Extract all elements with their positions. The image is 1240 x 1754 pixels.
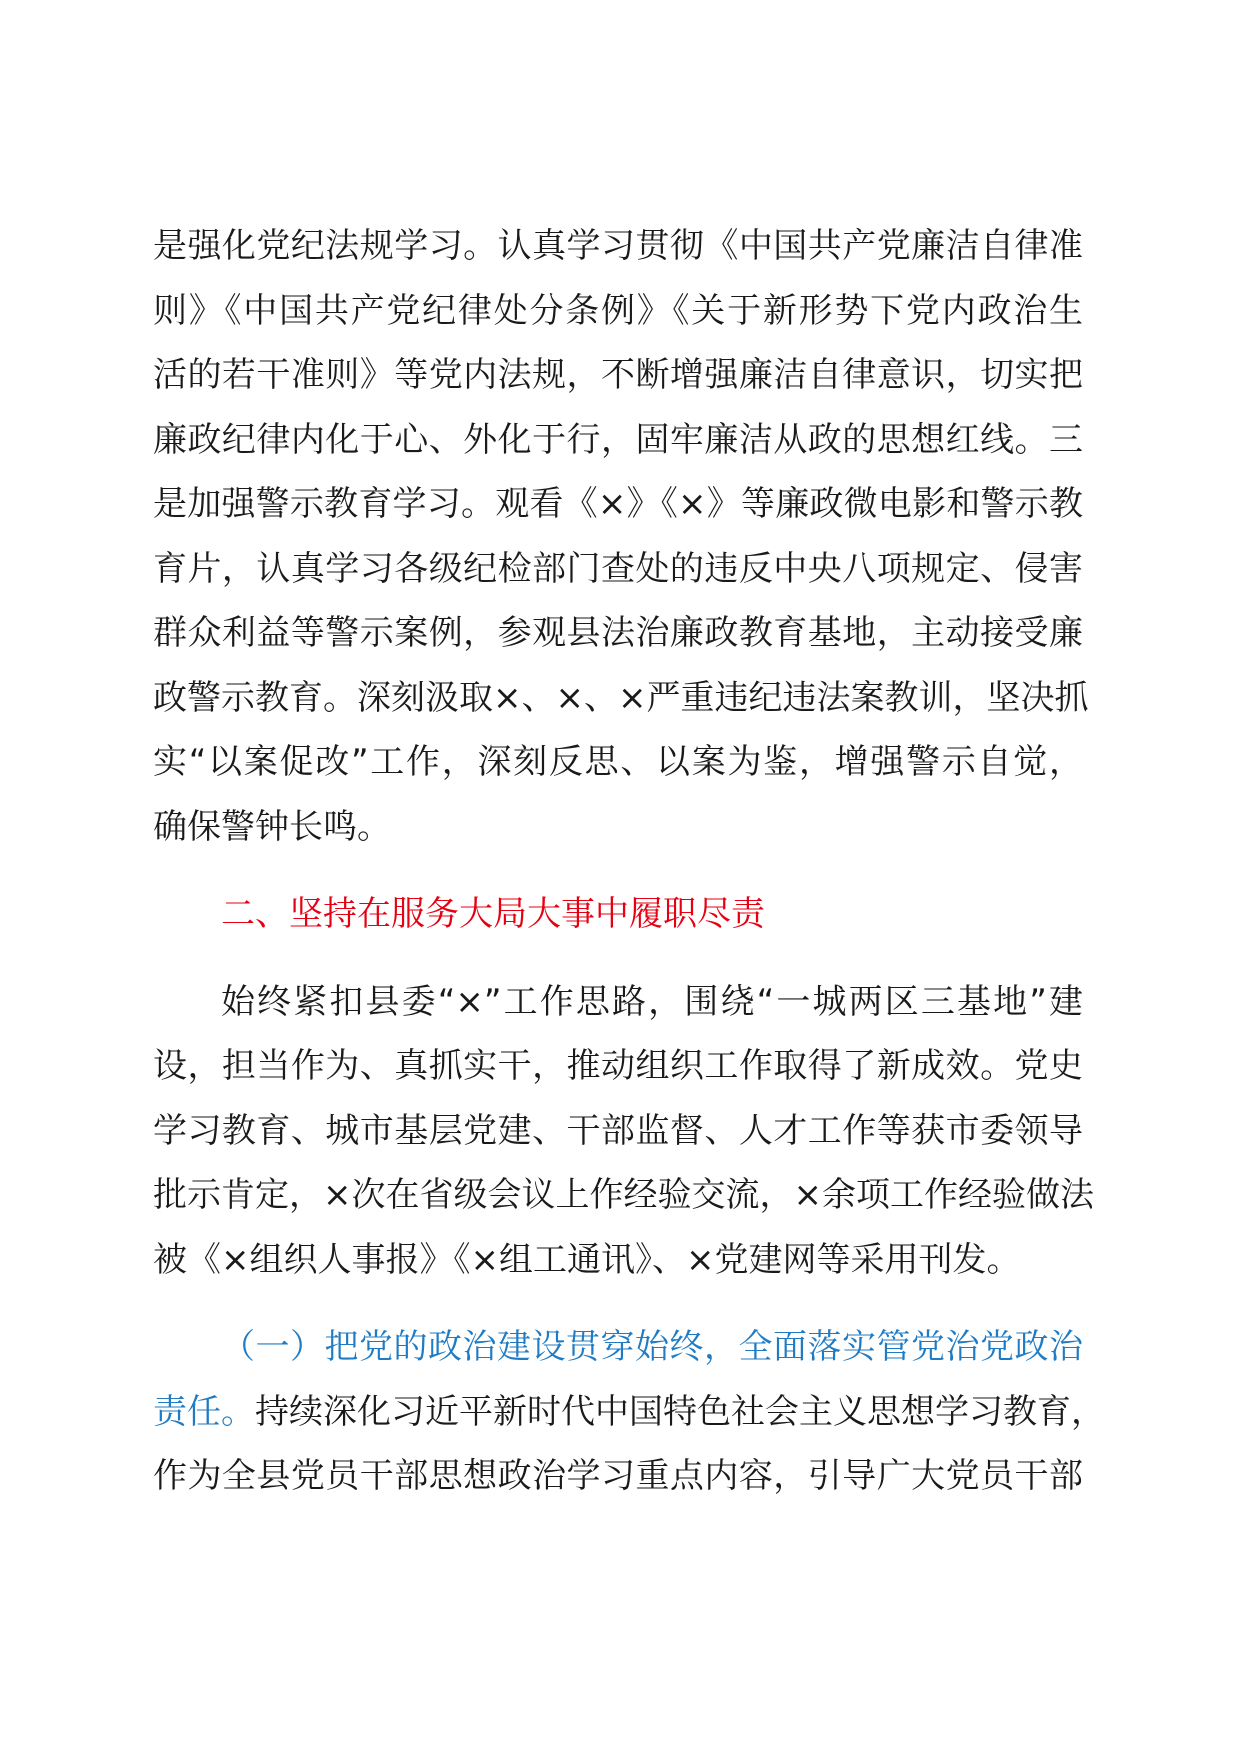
text-line: 确保警钟长鸣。 xyxy=(153,806,391,847)
text-line: 是加强警示教育学习。观看《×》《×》等廉政微电影和警示教 xyxy=(153,484,1083,524)
subheading-tail: 责任。 xyxy=(153,1391,255,1432)
paragraph-political-building xyxy=(153,1315,1103,1509)
subheading-line: （一）把党的政治建设贯穿始终，全面落实管党治党政治 xyxy=(221,1327,1083,1367)
document-body xyxy=(153,214,1103,1509)
paragraph-service-overview xyxy=(153,970,1103,1293)
text-line: 政警示教育。深刻汲取×、×、×严重违纪违法案教训，坚决抓 xyxy=(153,677,1089,718)
text-line: 被《×组织人事报》《×组工通讯》、×党建网等采用刊发。 xyxy=(153,1239,1021,1280)
text-line: 育片，认真学习各级纪检部门查处的违反中央八项规定、侵害 xyxy=(153,548,1083,589)
text-line: 则》《中国共产党纪律处分条例》《关于新形势下党内政治生 xyxy=(153,290,1083,331)
text-line xyxy=(153,1380,1103,1445)
text-line: 实“以案促改”工作，深刻反思、以案为鉴，增强警示自觉， xyxy=(153,742,1083,782)
text-line: 始终紧扣县委“×”工作思路，围绕“一城两区三基地”建 xyxy=(221,981,1083,1022)
text-line: 是强化党纪法规学习。认真学习贯彻《中国共产党廉洁自律准 xyxy=(153,226,1083,266)
text-line: 群众利益等警示案例，参观县法治廉政教育基地，主动接受廉 xyxy=(153,613,1083,653)
text-line: 活的若干准则》等党内法规，不断增强廉洁自律意识，切实把 xyxy=(153,355,1083,395)
paragraph-discipline-study xyxy=(153,214,1103,859)
text-line: 批示肯定，×次在省级会议上作经验交流，×余项工作经验做法 xyxy=(153,1175,1094,1215)
text-line: 学习教育、城市基层党建、干部监督、人才工作等获市委领导 xyxy=(153,1110,1083,1151)
section-heading-2: 二、坚持在服务大局大事中履职尽责 xyxy=(221,894,765,934)
text-line: 设，担当作为、真抓实干，推动组织工作取得了新成效。党史 xyxy=(153,1046,1083,1086)
text-line: 廉政纪律内化于心、外化于行，固牢廉洁从政的思想红线。三 xyxy=(153,419,1083,460)
text-span: 持续深化习近平新时代中国特色社会主义思想学习教育， xyxy=(255,1391,1105,1432)
text-line: 作为全县党员干部思想政治学习重点内容，引导广大党员干部 xyxy=(153,1456,1083,1496)
